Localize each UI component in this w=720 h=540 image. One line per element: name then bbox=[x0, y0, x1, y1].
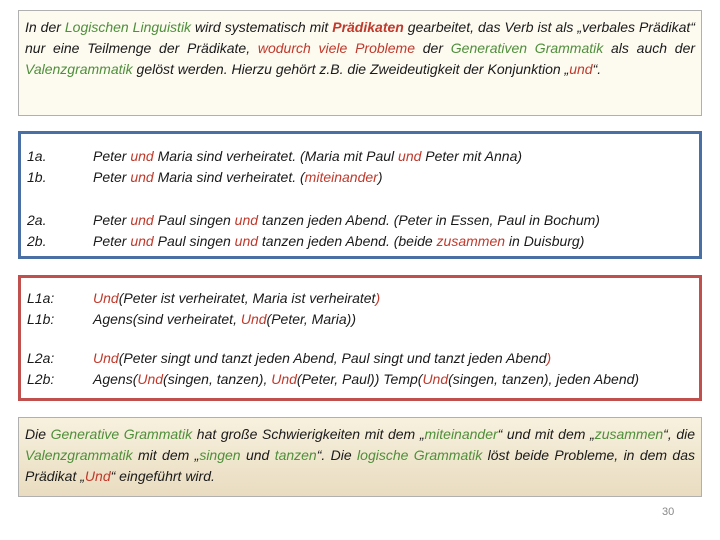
example-1-text: Peter und Maria sind verheiratet. (Maria mit Paul und Peter mit Anna) Peter und Maria sind verheiratet. (miteinander) bbox=[93, 148, 523, 185]
term-valenzgrammatik: Valenzgrammatik bbox=[25, 61, 133, 77]
intro-text: als auch der bbox=[603, 40, 696, 56]
example-2-text: Peter und Paul singen und tanzen jeden Abend. (Peter in Essen, Paul in Bochum) Peter und Paul singen und tanzen jeden Abend. (beide zusammen in Duisburg) bbox=[93, 212, 600, 249]
term-singen: singen bbox=[199, 447, 241, 463]
term-logische-linguistik: Logischen Linguistik bbox=[64, 19, 192, 35]
intro-text: gearbeitet, das Verb ist als „verbales Prädikat“ nur eine Teilmenge der Prädikate, bbox=[25, 19, 695, 56]
intro-text: gelöst werden. Hierzu gehört z.B. die Zweideutigkeit der Konjunktion „ bbox=[132, 61, 570, 77]
term-valenzgrammatik: Valenzgrammatik bbox=[25, 447, 133, 463]
term-und: und bbox=[569, 61, 593, 77]
term-praedikaten: Prädikaten bbox=[332, 19, 404, 35]
intro-text: In der bbox=[25, 19, 65, 35]
intro-box bbox=[18, 10, 702, 116]
logic-1 bbox=[27, 288, 380, 330]
term-miteinander: miteinander bbox=[424, 426, 498, 442]
logic-box bbox=[18, 275, 702, 401]
term-logische-grammatik: logische Grammatik bbox=[357, 447, 483, 463]
term-probleme: wodurch viele Probleme bbox=[257, 40, 416, 56]
example-1 bbox=[27, 146, 522, 188]
term-generative-grammatik: Generative Grammatik bbox=[50, 426, 193, 442]
example-labels bbox=[27, 210, 93, 252]
examples-box bbox=[18, 131, 702, 259]
logic-2-text: Und(Peter singt und tanzt jeden Abend, Paul singt und tanzt jeden Abend) Agens(Und(singen, tanzen), Und(Peter, Paul)) Temp(Und(singen, tanzen), jeden Abend) bbox=[93, 350, 640, 387]
label-l1b: L1b: bbox=[27, 311, 55, 327]
example-labels bbox=[27, 146, 93, 188]
label-2b: 2b. bbox=[27, 233, 47, 249]
intro-text: wird systematisch mit bbox=[191, 19, 333, 35]
example-2 bbox=[27, 210, 600, 252]
term-und: Und bbox=[84, 468, 111, 484]
term-tanzen: tanzen bbox=[274, 447, 317, 463]
label-2a: 2a. bbox=[27, 212, 47, 228]
logic-2 bbox=[27, 348, 639, 390]
intro-text: der bbox=[415, 40, 451, 56]
label-l2b: L2b: bbox=[27, 371, 55, 387]
conclusion-paragraph: Die Generative Grammatik hat große Schwierigkeiten mit dem „miteinander“ und mit dem „zusammen“, die Valenzgrammatik mit dem „singen und tanzen“. Die logische Grammatik löst beide Probleme, in dem das Prädikat „Und“ eingeführt wird. bbox=[25, 426, 696, 484]
label-1b: 1b. bbox=[27, 169, 47, 185]
page-number: 30 bbox=[662, 506, 675, 518]
term-generative-grammatik: Generativen Grammatik bbox=[450, 40, 604, 56]
label-1a: 1a. bbox=[27, 148, 47, 164]
logic-1-text: Und(Peter ist verheiratet, Maria ist verheiratet) Agens(sind verheiratet, Und(Peter, Maria)) bbox=[93, 290, 381, 327]
intro-text: “. bbox=[592, 61, 602, 77]
term-zusammen: zusammen bbox=[594, 426, 664, 442]
conclusion-box bbox=[18, 417, 702, 497]
intro-paragraph bbox=[25, 17, 695, 80]
logic-labels bbox=[27, 348, 93, 390]
logic-labels bbox=[27, 288, 93, 330]
label-l2a: L2a: bbox=[27, 350, 55, 366]
label-l1a: L1a: bbox=[27, 290, 55, 306]
